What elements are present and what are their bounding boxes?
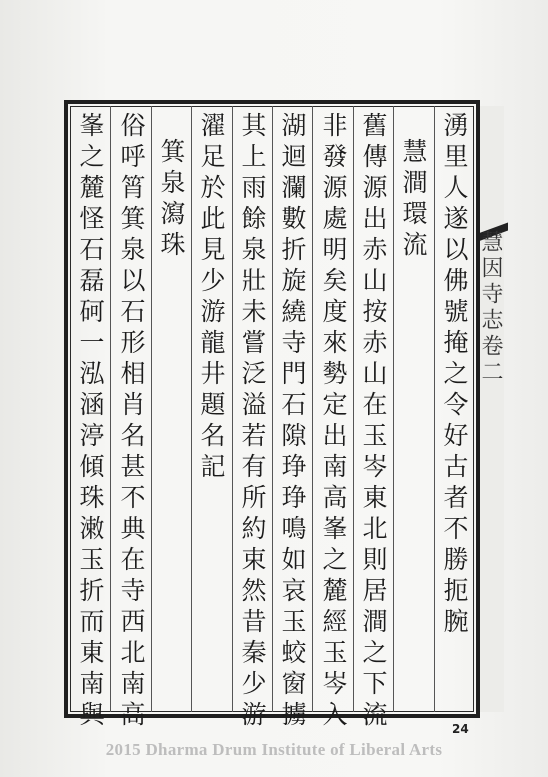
section-heading: 慧澗環流 [399, 138, 428, 262]
section-heading: 箕泉瀉珠 [157, 138, 186, 262]
column-rule [353, 106, 354, 712]
column-rule [232, 106, 233, 712]
text-column: 濯足於此見少游龍井題名記 [197, 112, 226, 484]
column-rule [191, 106, 192, 712]
text-column: 非發源處明矣度來勢定出南高峯之麓經玉岑入 [319, 112, 348, 732]
text-column: 湖迴瀾數折旋繞寺門石隙琤琤鳴如哀玉蛟窗擄 [278, 112, 307, 732]
page-number: 24 [452, 722, 469, 736]
text-column: 湧里人遂以佛號掩之令好古者不勝扼腕 [440, 112, 469, 639]
column-rule [151, 106, 152, 712]
column-rule [110, 106, 111, 712]
text-column: 俗呼筲箕泉以石形相肖名甚不典在寺西北南高 [117, 112, 146, 732]
text-column: 峯之麓怪石磊砢一泓涵渟傾珠潄玉折而東南與 [76, 112, 105, 732]
column-rule [434, 106, 435, 712]
column-rule [393, 106, 394, 712]
text-column: 其上雨餘泉壯未嘗泛溢若有所約束然昔秦少游 [238, 112, 267, 732]
column-rule [312, 106, 313, 712]
text-column: 舊傳源出赤山按赤山在玉岑東北則居澗之下流 [359, 112, 388, 732]
watermark: 2015 Dharma Drum Institute of Liberal Arts [105, 740, 443, 759]
margin-title: 慧因寺志卷二 [478, 230, 503, 386]
column-rule [272, 106, 273, 712]
